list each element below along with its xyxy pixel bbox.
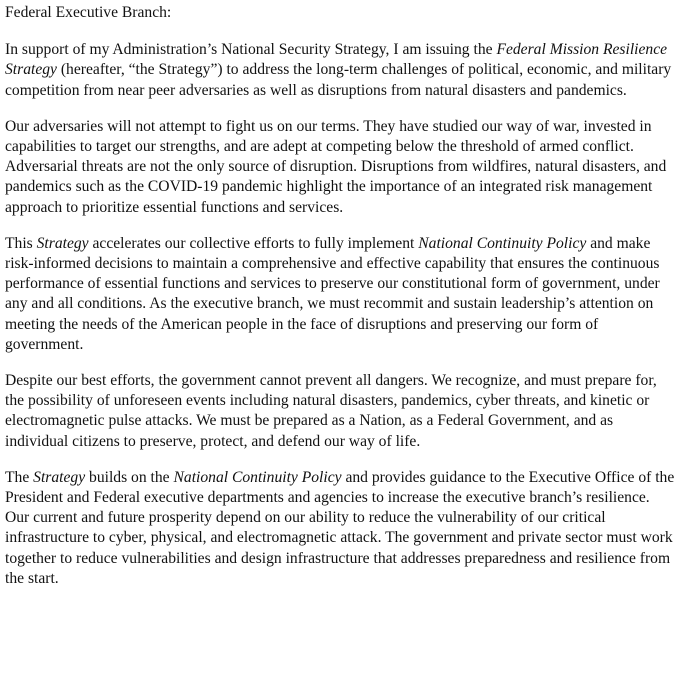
paragraph-1-text-c: (hereafter, “the Strategy”) to address the long-term challenges of political, economic, and military competition from near peer adversaries as well as disruptions from natural disasters and pandemics. bbox=[5, 61, 672, 99]
strategy-italic: Strategy bbox=[36, 234, 89, 252]
paragraph-5-text-c: builds on the bbox=[85, 468, 174, 486]
continuity-policy-italic: National Continuity Policy bbox=[418, 234, 587, 252]
paragraph-3-text-e: and make risk-informed decisions to maintain a comprehensive and effective capability that ensures the continuous performance of essential functions and services to preserve our constitutional form of government, under any and all conditions. As the executive branch, we must recommit and sustain leadership’s attention on meeting the needs of the American people in the face of disruptions and preserving our form of government. bbox=[5, 234, 660, 353]
paragraph-1 bbox=[5, 40, 676, 101]
paragraph-2: Our adversaries will not attempt to fight us on our terms. They have studied our way of war, invested in capabilities to target our strengths, and are adept at competing below the threshold of armed conflict. Adversarial threats are not the only source of disruption. Disruptions from wildfires, natural disasters, and pandemics such as the COVID-19 pandemic highlight the importance of an integrated risk management approach to prioritize essential functions and services. bbox=[5, 117, 667, 216]
strategy-title-italic: Federal Mission Resilience Strategy bbox=[5, 41, 668, 79]
strategy-italic: Strategy bbox=[33, 468, 86, 486]
continuity-policy-italic: National Continuity Policy bbox=[173, 468, 342, 486]
paragraph-3-text-c: accelerates our collective efforts to fully implement bbox=[88, 234, 419, 252]
paragraph-3 bbox=[5, 234, 676, 355]
paragraph-1-text-a: In support of my Administration’s National Security Strategy, I am issuing the bbox=[5, 41, 497, 59]
paragraph-5-text-e: and provides guidance to the Executive Office of the President and Federal executive departments and agencies to increase the executive branch’s resilience. Our current and future prosperity depend on our ability to reduce the vulnerability of our critical infrastructure to cyber, physical, and electromagnetic attack. The government and private sector must work together to reduce vulnerabilities and design infrastructure that addresses preparedness and resilience from the start. bbox=[5, 468, 675, 587]
paragraph-5-text-a: The bbox=[5, 468, 34, 486]
paragraph-4: Despite our best efforts, the government cannot prevent all dangers. We recognize, and must prepare for, the possibility of unforeseen events including natural disasters, pandemics, cyber threats, and kinetic or electromagnetic pulse attacks. We must be prepared as a Nation, as a Federal Government, and as individual citizens to preserve, protect, and defend our way of life. bbox=[5, 372, 657, 450]
paragraph-5 bbox=[5, 468, 676, 589]
salutation: Federal Executive Branch: bbox=[5, 4, 172, 21]
paragraph-3-text-a: This bbox=[5, 234, 37, 252]
